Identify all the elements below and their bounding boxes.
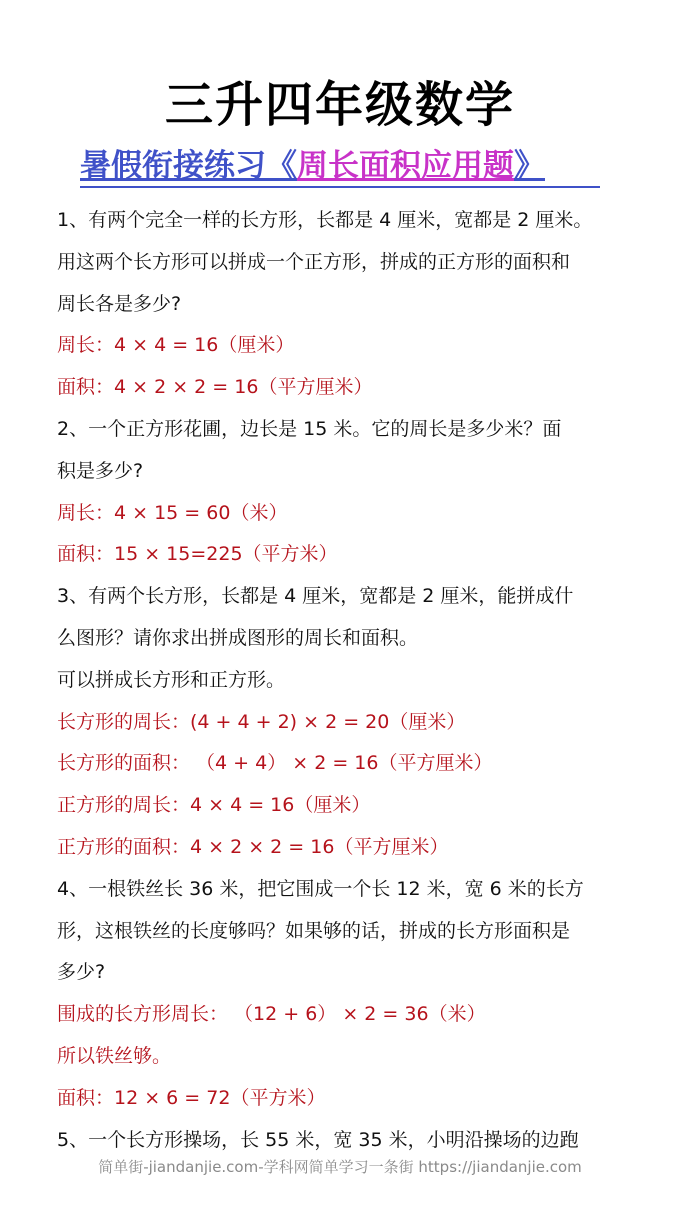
page-title: 三升四年级数学 [164, 77, 515, 133]
q2-line-1: 2、一个正方形花圃，边长是 15 米。它的周长是多少米？面 [57, 417, 562, 440]
q2-answer-perimeter: 周长：4 × 15 = 60（米） [57, 501, 288, 524]
q4-line-3: 多少? [57, 961, 106, 984]
q4-answer-conclusion: 所以铁丝够。 [57, 1044, 172, 1067]
q2-answer-area: 面积：15 × 15=225（平方米） [57, 543, 338, 566]
q4-line-2: 形，这根铁丝的长度够吗？如果够的话，拼成的长方形面积是 [57, 919, 571, 942]
page-subtitle [80, 146, 600, 188]
q1-line-2: 用这两个长方形可以拼成一个正方形，拼成的正方形的面积和 [57, 250, 571, 273]
watermark-footer: 简单街-jiandanjie.com-学科网简单学习一条街 https://jiandanjie.com [98, 1158, 582, 1176]
q1-answer-area: 面积：4 × 2 × 2 = 16（平方厘米） [57, 376, 373, 399]
q3-answer-rect-area: 长方形的面积： （4 + 4） × 2 = 16（平方厘米） [57, 752, 493, 775]
subtitle-topic: 周长面积应用题 [297, 148, 514, 184]
q3-answer-square-perimeter: 正方形的周长：4 × 4 = 16（厘米） [57, 794, 371, 817]
q5-line-1: 5、一个长方形操场，长 55 米，宽 35 米，小明沿操场的边跑 [57, 1128, 579, 1151]
q4-line-1: 4、一根铁丝长 36 米，把它围成一个长 12 米，宽 6 米的长方 [57, 877, 584, 900]
q3-line-1: 3、有两个长方形，长都是 4 厘米，宽都是 2 厘米，能拼成什 [57, 585, 574, 608]
q3-answer-square-area: 正方形的面积：4 × 2 × 2 = 16（平方厘米） [57, 835, 449, 858]
q1-line-1: 1、有两个完全一样的长方形，长都是 4 厘米，宽都是 2 厘米。 [57, 209, 593, 231]
q3-line-2: 么图形？请你求出拼成图形的周长和面积。 [57, 626, 419, 649]
q1-answer-perimeter: 周长：4 × 4 = 16（厘米） [57, 334, 295, 357]
q1-line-3: 周长各是多少? [57, 292, 182, 315]
q4-answer-area: 面积：12 × 6 = 72（平方米） [57, 1086, 326, 1109]
q3-line-3: 可以拼成长方形和正方形。 [57, 668, 286, 691]
subtitle-suffix: 》 [514, 148, 545, 184]
q2-line-2: 积是多少? [57, 459, 144, 482]
document-body [57, 200, 632, 1161]
q4-answer-perimeter: 围成的长方形周长： （12 + 6） × 2 = 36（米） [57, 1003, 486, 1026]
subtitle-prefix: 暑假衔接练习《 [80, 148, 297, 184]
q3-answer-rect-perimeter: 长方形的周长：(4 + 4 + 2) × 2 = 20（厘米） [57, 710, 466, 733]
